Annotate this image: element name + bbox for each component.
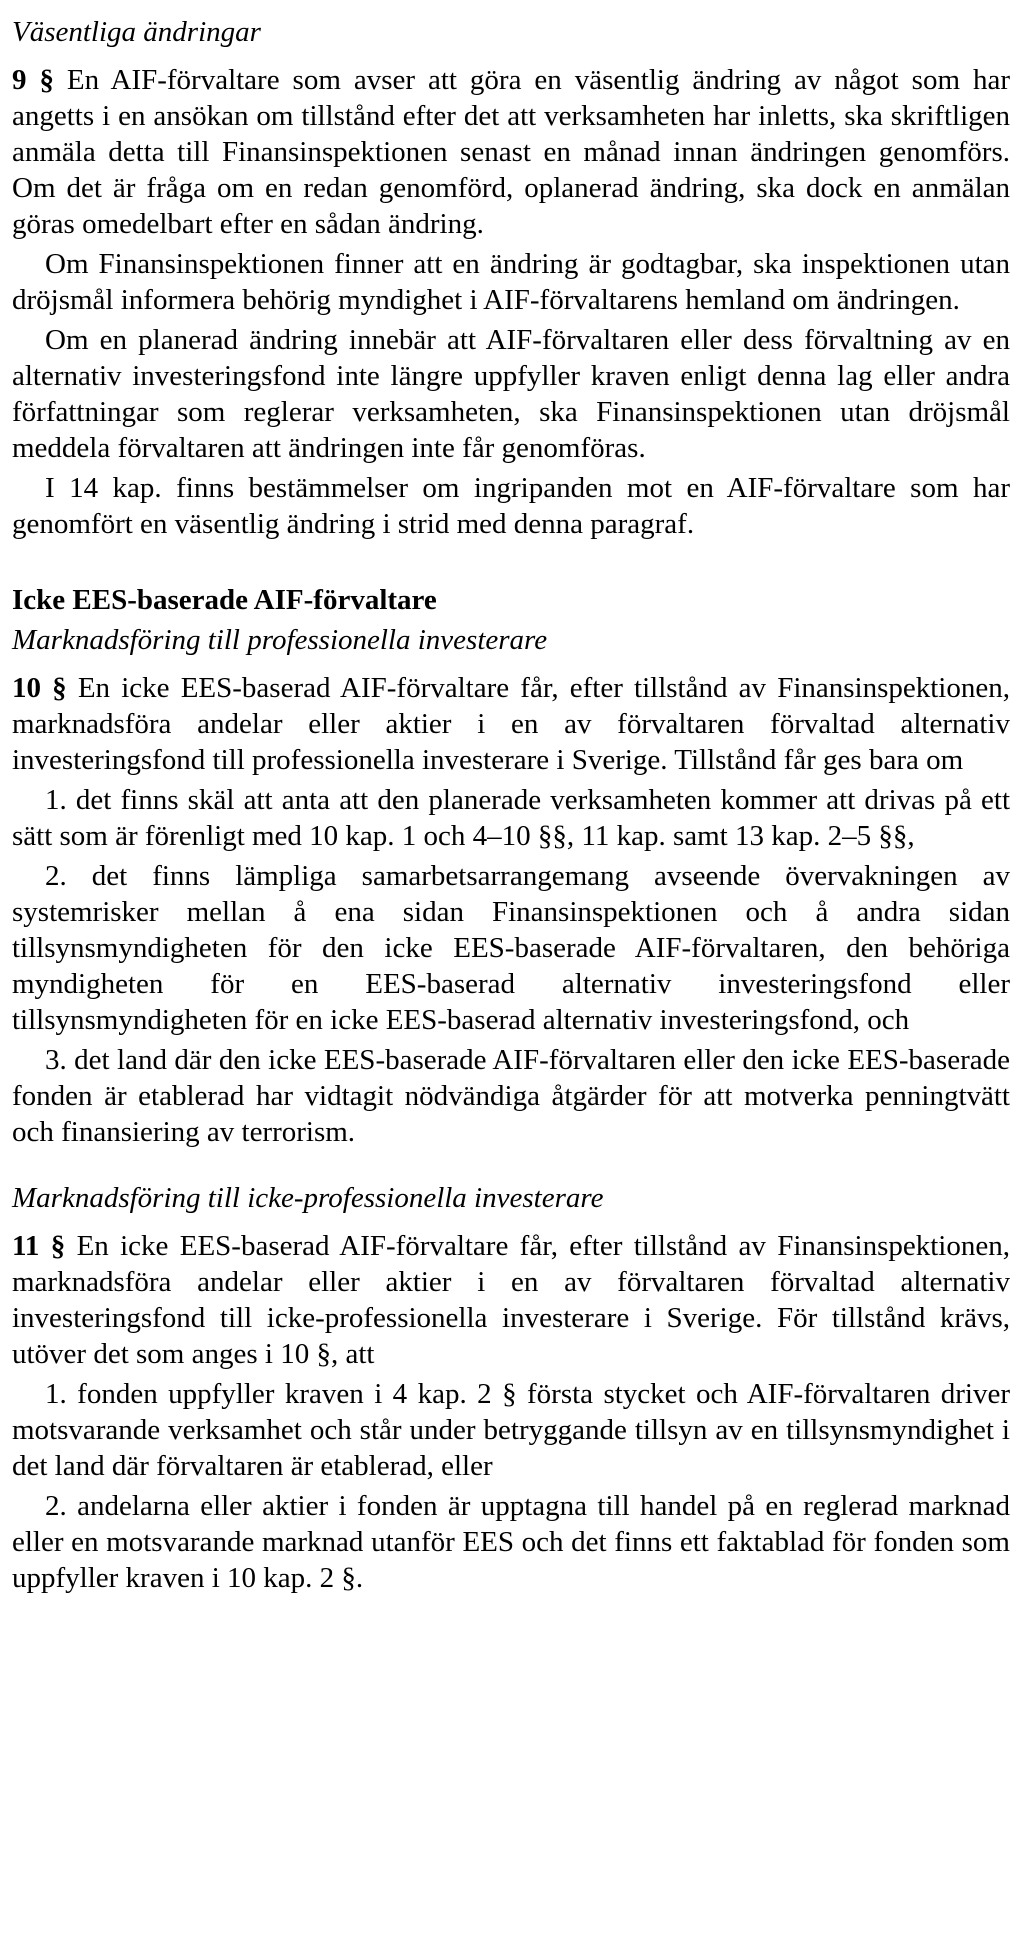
paragraph-10-text: En icke EES-baserad AIF-förvaltare får, efter tillstånd av Finansinspektionen, marknadsföra andelar eller aktier i en av förvaltaren förvaltad alternativ investeringsfond till professionella investerare i Sverige. Tillstånd får ges bara om bbox=[12, 672, 1010, 776]
section-number-11: 11 § bbox=[12, 1230, 66, 1262]
heading-vasentliga-andringar: Väsentliga ändringar bbox=[12, 16, 261, 48]
paragraph-9-third: Om en planerad ändring innebär att AIF-förvaltaren eller dess förvaltning av en alternativ investeringsfond inte längre uppfyller kraven enligt denna lag eller andra författningar som reglerar verksamheten, ska Finansinspektionen utan dröjsmål meddela förvaltaren att ändringen inte får genomföras. bbox=[12, 324, 1010, 464]
paragraph-11-item-2: 2. andelarna eller aktier i fonden är upptagna till handel på en reglerad marknad eller en motsvarande marknad utanför EES och det finns ett faktablad för fonden som uppfyller kraven i 10 kap. 2 §. bbox=[12, 1490, 1010, 1594]
subheading-icke-professionella-investerare: Marknadsföring till icke-professionella investerare bbox=[12, 1182, 604, 1214]
paragraph-9-text: En AIF-förvaltare som avser att göra en väsentlig ändring av något som har angetts i en ansökan om tillstånd efter det att verksamheten har inletts, ska skriftligen anmäla detta till Finansinspektionen senast en månad innan ändringen genomförs. Om det är fråga om en redan genomförd, oplanerad ändring, ska dock en anmälan göras omedelbart efter en sådan ändring. bbox=[12, 64, 1011, 240]
paragraph-10-item-2: 2. det finns lämpliga samarbetsarrangemang avseende övervakningen av systemrisker mellan å ena sidan Finansinspektionen och å andra sidan tillsynsmyndigheten för den icke EES-baserade AIF-förvaltaren, den behöriga myndigheten för en EES-baserad alternativ investeringsfond eller tillsynsmyndigheten för en icke EES-baserad alternativ investeringsfond, och bbox=[12, 860, 1010, 1036]
paragraph-10 bbox=[12, 670, 1010, 778]
paragraph-9-second: Om Finansinspektionen finner att en ändring är godtagbar, ska inspektionen utan dröjsmål informera behörig myndighet i AIF-förvaltarens hemland om ändringen. bbox=[12, 248, 1010, 316]
spacer bbox=[12, 546, 1010, 582]
document-page bbox=[12, 14, 1010, 1600]
paragraph-11-text: En icke EES-baserad AIF-förvaltare får, efter tillstånd av Finansinspektionen, marknadsföra andelar eller aktier i en av förvaltaren förvaltad alternativ investeringsfond till icke-professionella investerare i Sverige. För tillstånd krävs, utöver det som anges i 10 §, att bbox=[12, 1230, 1010, 1370]
paragraph-11 bbox=[12, 1228, 1010, 1372]
paragraph-10-item-3: 3. det land där den icke EES-baserade AIF-förvaltaren eller den icke EES-baserade fonden är etablerad har vidtagit nödvändiga åtgärder för att motverka penningtvätt och finansiering av terrorism. bbox=[12, 1044, 1010, 1148]
paragraph-9-fourth: I 14 kap. finns bestämmelser om ingripanden mot en AIF-förvaltare som har genomfört en väsentlig ändring i strid med denna paragraf. bbox=[12, 472, 1010, 540]
heading-icke-ees-baserade: Icke EES-baserade AIF-förvaltare bbox=[12, 584, 437, 616]
spacer bbox=[12, 1154, 1010, 1180]
paragraph-9 bbox=[12, 62, 1010, 242]
paragraph-10-item-1: 1. det finns skäl att anta att den planerade verksamheten kommer att drivas på ett sätt som är förenligt med 10 kap. 1 och 4–10 §§, 11 kap. samt 13 kap. 2–5 §§, bbox=[12, 784, 1010, 852]
subheading-professionella-investerare: Marknadsföring till professionella investerare bbox=[12, 624, 548, 656]
section-number-9: 9 § bbox=[12, 64, 54, 96]
section-number-10: 10 § bbox=[12, 672, 67, 704]
paragraph-11-item-1: 1. fonden uppfyller kraven i 4 kap. 2 § första stycket och AIF-förvaltaren driver motsvarande verksamhet och står under betryggande tillsyn av en tillsynsmyndighet i det land där förvaltaren är etablerad, eller bbox=[12, 1378, 1010, 1482]
